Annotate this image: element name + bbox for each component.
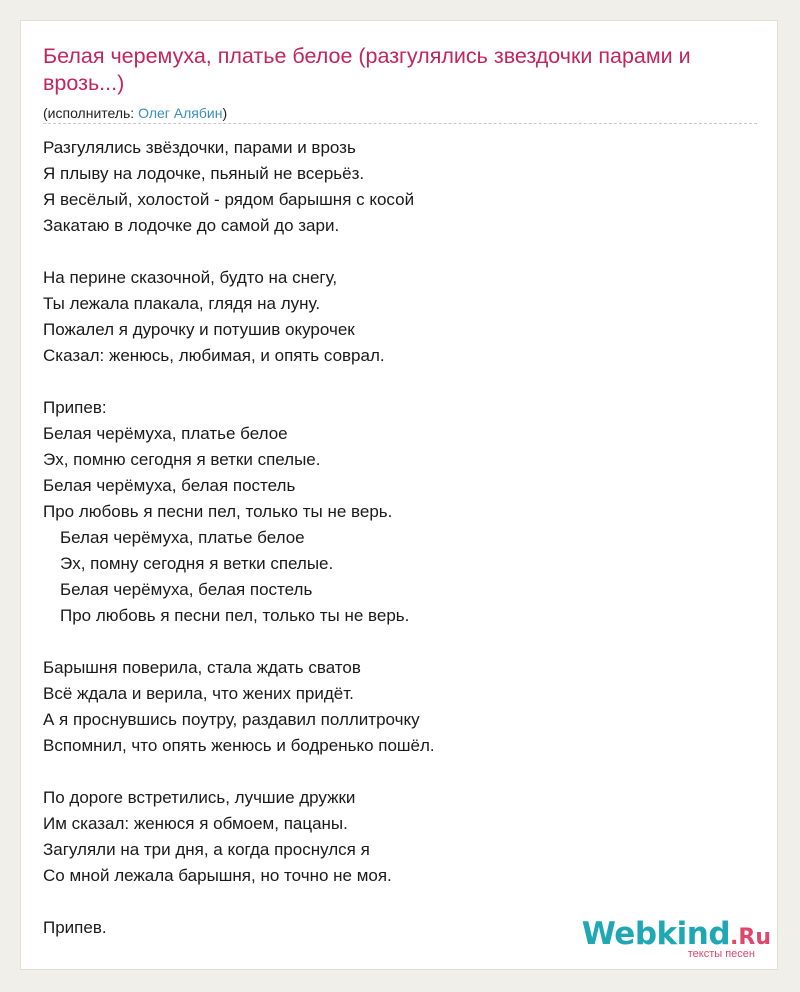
performer-line — [43, 105, 227, 121]
lyric-line: Белая черёмуха, платье белое — [60, 528, 305, 547]
logo-subtitle: тексты песен — [687, 948, 755, 960]
lyric-line: Припев. — [43, 918, 107, 937]
lyric-line: На перине сказочной, будто на снегу, — [43, 268, 338, 287]
logo-tld: .Ru — [730, 925, 771, 950]
lyric-line: Всё ждала и верила, что жених придёт. — [43, 684, 354, 703]
lyric-line: Белая черёмуха, белая постель — [60, 580, 313, 599]
stanza-gap — [43, 759, 763, 785]
stanza-gap — [43, 369, 763, 395]
lyric-line: Ты лежала плакала, глядя на луну. — [43, 294, 321, 313]
lyric-line: Разгулялись звёздочки, парами и врозь — [43, 138, 356, 157]
lyric-line: Со мной лежала барышня, но точно не моя. — [43, 866, 392, 885]
lyric-line: Я весёлый, холостой - рядом барышня с косой — [43, 190, 415, 209]
stanza-gap — [43, 889, 763, 915]
song-title: Белая черемуха, платье белое (разгулялись звездочки парами и врозь...) — [43, 44, 691, 95]
performer-prefix: (исполнитель: — [43, 105, 139, 121]
lyric-line: Эх, помню сегодня я ветки спелые. — [43, 450, 321, 469]
lyric-line: Вспомнил, что опять женюсь и бодренько пошёл. — [43, 736, 435, 755]
lyric-line: Барышня поверила, стала ждать сватов — [43, 658, 361, 677]
lyrics-body — [43, 135, 763, 941]
stanza-gap — [43, 629, 763, 655]
lyric-line: Белая черёмуха, белая постель — [43, 476, 296, 495]
lyric-line: Эх, помну сегодня я ветки спелые. — [60, 554, 334, 573]
lyric-line: А я проснувшись поутру, раздавил поллитрочку — [43, 710, 420, 729]
lyric-line: Загуляли на три дня, а когда проснулся я — [43, 840, 370, 859]
performer-link[interactable]: Олег Алябин — [138, 105, 223, 121]
lyric-line: По дороге встретились, лучшие дружки — [43, 788, 356, 807]
logo-name: Webkind — [581, 916, 731, 952]
lyrics-card — [20, 20, 778, 970]
lyric-line: Сказал: женюсь, любимая, и опять соврал. — [43, 346, 385, 365]
lyric-line: Про любовь я песни пел, только ты не верь. — [43, 502, 393, 521]
lyric-line: Припев: — [43, 398, 107, 417]
lyric-line: Им сказал: женюся я обмоем, пацаны. — [43, 814, 348, 833]
lyric-line: Про любовь я песни пел, только ты не верь. — [60, 606, 410, 625]
lyric-line: Я плыву на лодочке, пьяный не всерьёз. — [43, 164, 365, 183]
stanza-gap — [43, 239, 763, 265]
divider — [43, 123, 757, 124]
lyric-line: Белая черёмуха, платье белое — [43, 424, 288, 443]
webkind-logo[interactable] — [581, 917, 771, 963]
performer-suffix: ) — [222, 105, 228, 121]
lyric-line: Пожалел я дурочку и потушив окурочек — [43, 320, 355, 339]
lyric-line: Закатаю в лодочке до самой до зари. — [43, 216, 340, 235]
